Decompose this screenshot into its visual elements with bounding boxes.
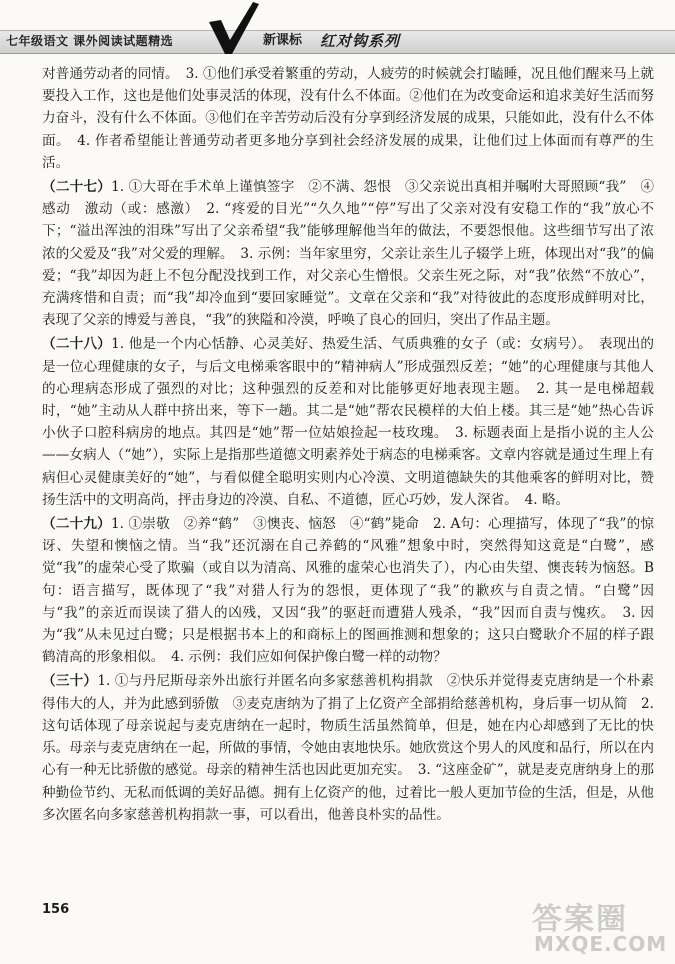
series-title: 七年级语文 课外阅读试题精选: [6, 34, 174, 48]
section-number: （二十八）: [42, 336, 112, 353]
answer-content: [42, 63, 654, 826]
paragraph-text: 1. ①大哥在手术单上谨慎签字 ②不满、怨恨 ③父亲说出真相并嘱咐大哥照顾“我” ④感动 激动（或：感激） 2. “疼爱的目光”“久久地”“停”写出了父亲对没有安稳工作的“我”放心不下；“溢出浑浊的泪珠”写出了父亲希望“我”能够理解他当年的做法，不要怨恨他。这些细节写出了浓浓的父爱及“我”对父爱的理解。 3. 示例：当年家里穷，父亲让亲生儿子辍学上班，体现出对“我”的偏爱；“我”却因为赶上不包分配没找到工作，对父亲心生憎恨。父亲生死之际，对“我”依然“不放心”，充满疼惜和自责；而“我”却冷血到“要回家睡觉”。文章在父亲和“我”对待彼此的态度形成鲜明对比，表现了父亲的博爱与善良，“我”的狭隘和冷漠，呼唤了良心的回归，突出了作品主题。: [42, 179, 655, 329]
answer-paragraph: [42, 670, 654, 825]
paragraph-text: 1. ①崇敬 ②养“鹤” ③懊丧、恼怒 ④“鹤”毙命 2. A句：心理描写，体现了“我”的惊讶、失望和懊恼之情。当“我”还沉溺在自己养鹤的“风雅”想象中时，突然得知这竟是“白鹭”，感觉“我”的虚荣心受了欺骗（或自以为清高、风雅的虚荣心也消失了），内心由失望、懊丧转为恼怒。B句：语言描写，既体现了“我”对猎人行为的怨恨，更体现了“我”的歉疚与自责之情。“白鹭”因与“我”的亲近而误读了猎人的凶残，又因“我”的驱赶而遭猎人残杀，“我”因而自责与愧疚。 3. 因为“我”从未见过白鹭；只是根据书本上的和商标上的图画推测和想象的；这只白鹭耿介不屈的样子跟鹤清高的形象相似。 4. 示例：我们应如何保护像白鹭一样的动物？: [42, 516, 654, 666]
answer-paragraph: [42, 513, 654, 668]
standard-label: 新课标: [263, 33, 303, 48]
answer-paragraph: [42, 176, 654, 331]
answer-paragraph: [42, 63, 654, 174]
section-number: （二十九）: [42, 516, 111, 533]
watermark-url: MXQE.COM: [534, 932, 668, 956]
page-header: [0, 0, 675, 58]
watermark: [528, 894, 668, 958]
paragraph-text: 对普通劳动者的同情。 3. ①他们承受着繁重的劳动，人疲劳的时候就会打瞌睡，况且他们醒来马上就要投入工作，这也是他们处事灵活的体现，没有什么不体面。②他们在为改变命运和追求美好生活而努力奋斗，没有什么不体面。③他们在辛苦劳动后没有分享到经济发展的成果，只能如此，没有什么不体面。 4. 作者希望能让普通劳动者更多地分享到社会经济发展的成果，让他们过上体面而有尊严的生活。: [42, 66, 654, 171]
answer-paragraph: [42, 333, 654, 511]
watermark-logo-text: 答案圈: [532, 902, 628, 937]
brand-label: 红对钩系列: [320, 32, 401, 50]
paragraph-text: 1. ①与丹尼斯母亲外出旅行并匿名向多家慈善机构捐款 ②快乐并觉得麦克唐纳是一个朴素得伟大的人，并为此感到骄傲 ③麦克唐纳为了捐了上亿资产全部捐给慈善机构，身后事一切从简 2. 这句话体现了母亲说起与麦克唐纳在一起时，物质生活虽然简单，但是，她在内心却感到了无比的快乐。母亲与麦克唐纳在一起，所做的事情，令她由衷地快乐。她欣赏这个男人的风度和品行，所以在内心有一种无比骄傲的感觉。母亲的精神生活也因此更加充实。 3. “这座金矿”，就是麦克唐纳身上的那种勤俭节约、无私而低调的美好品德。拥有上亿资产的他，过着比一般人更加节俭的生活，但是，从他多次匿名向多家慈善机构捐款一事，可以看出，他善良朴实的品性。: [42, 673, 654, 823]
checkmark-logo-icon: [203, 0, 261, 56]
paragraph-text: 1. 他是一个内心恬静、心灵美好、热爱生活、气质典雅的女子（或：女病号）。 表现出的是一位心理健康的女子，与后文电梯乘客眼中的“精神病人”形成强烈反差；“她”的心理健康与其他人的心理病态形成了强烈的对比；这种强烈的反差和对比能够更好地表现主题。 2. 其一是电梯超载时，“她”主动从人群中挤出来，等下一趟。其二是“她”帮农民模样的大伯上楼。其三是“她”热心告诉小伙子口腔科病房的地点。其四是“她”帮一位姑娘捡起一枝玫瑰。 3. 标题表面上是指小说的主人公——女病人（“她”），实际上是指那些道德文明素养处于病态的电梯乘客。文章内容就是通过生理上有病但心灵健康美好的“她”，与看似健全聪明实则内心冷漠、文明道德缺失的其他乘客的鲜明对比，赞扬生活中的文明高尚，抨击身边的冷漠、自私、不道德，匠心巧妙，发人深省。 4. 略。: [42, 336, 654, 508]
section-number: （三十）: [42, 673, 98, 690]
page-number: 156: [42, 902, 70, 917]
section-number: （二十七）: [42, 179, 112, 196]
